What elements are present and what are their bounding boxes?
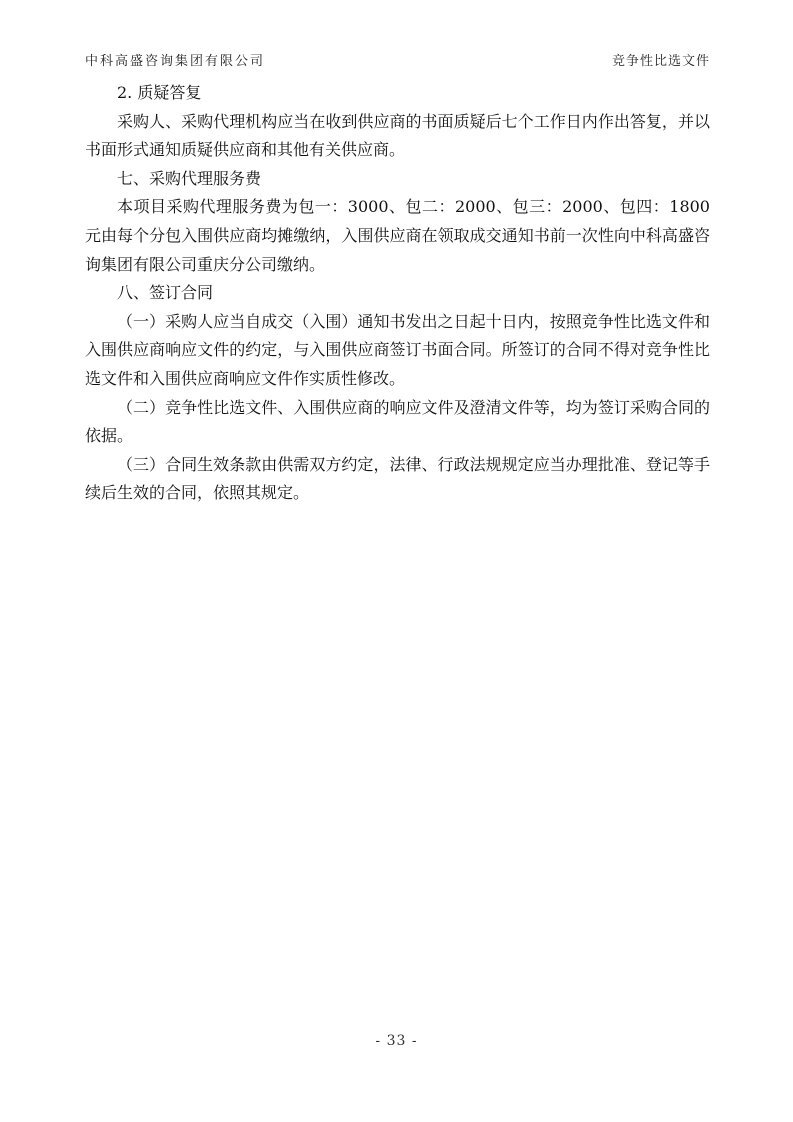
header-company-name: 中科高盛咨询集团有限公司	[85, 54, 266, 69]
section-heading: 2. 质疑答复	[117, 83, 202, 102]
header-document-type: 竞争性比选文件	[611, 54, 710, 69]
page-footer	[0, 1033, 793, 1049]
document-body	[85, 79, 710, 508]
page-number: - 33 -	[375, 1033, 418, 1049]
paragraph: 本项目采购代理服务费为包一：3000、包二：2000、包三：2000、包四：1800 元由每个分包入围供应商均摊缴纳，入围供应商在领取成交通知书前一次性向中科高盛咨询集团有限公司重庆分公司缴纳。	[85, 197, 710, 274]
paragraph: 采购人、采购代理机构应当在收到供应商的书面质疑后七个工作日内作出答复，并以书面形式通知质疑供应商和其他有关供应商。	[85, 111, 710, 160]
page-header	[85, 50, 710, 69]
paragraph: （一）采购人应当自成交（入围）通知书发出之日起十日内，按照竞争性比选文件和入围供应商响应文件的约定，与入围供应商签订书面合同。所签订的合同不得对竞争性比选文件和入围供应商响应文件作实质性修改。	[85, 311, 710, 388]
section-heading: 八、签订合同	[117, 283, 214, 303]
paragraph: （二）竞争性比选文件、入围供应商的响应文件及澄清文件等，均为签订采购合同的依据。	[85, 397, 710, 446]
section-heading: 七、采购代理服务费	[117, 168, 262, 188]
paragraph: （三）合同生效条款由供需双方约定，法律、行政法规规定应当办理批准、登记等手续后生效的合同，依照其规定。	[85, 454, 710, 503]
